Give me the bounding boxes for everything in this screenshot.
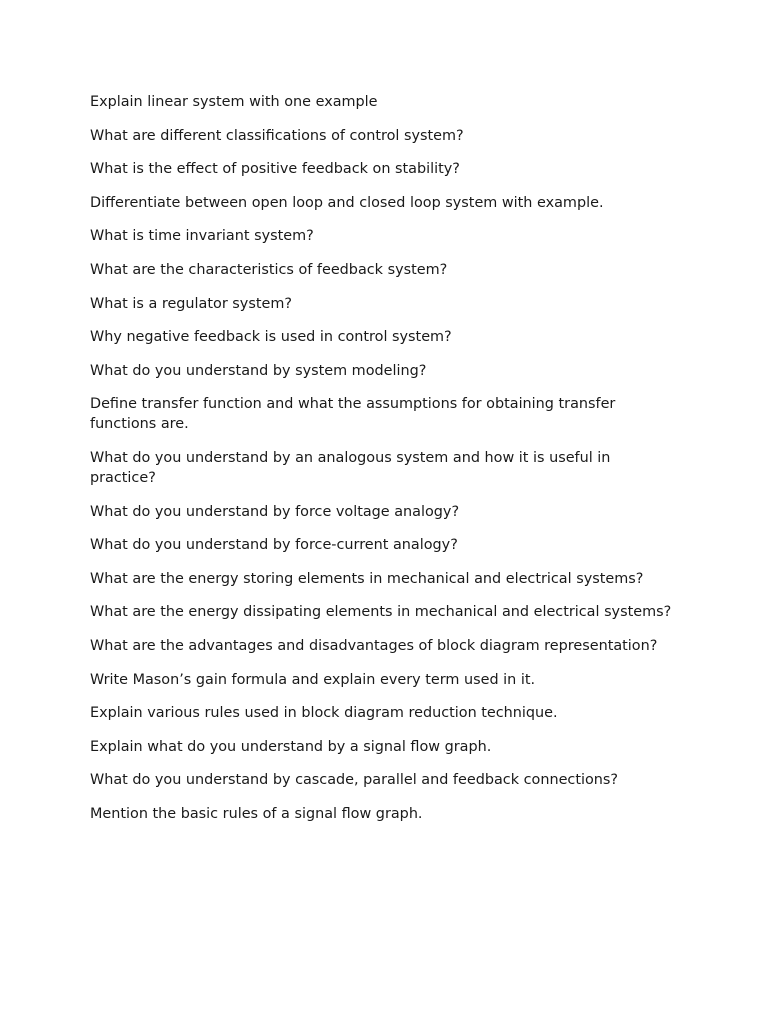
- question-item: Explain various rules used in block diagram reduction technique.: [90, 705, 558, 722]
- question-item: What are different classifications of control system?: [90, 127, 464, 144]
- question-item: What do you understand by an analogous system and how it is useful in practice?: [90, 449, 611, 486]
- question-item: What is a regulator system?: [90, 295, 292, 312]
- question-item: Explain what do you understand by a signal flow graph.: [90, 738, 492, 755]
- question-item: What do you understand by force-current analogy?: [90, 537, 458, 554]
- question-item: Why negative feedback is used in control system?: [90, 329, 452, 346]
- question-item: Mention the basic rules of a signal flow graph.: [90, 805, 423, 822]
- question-item: Define transfer function and what the assumptions for obtaining transfer functions are.: [90, 396, 616, 433]
- question-item: What do you understand by cascade, parallel and feedback connections?: [90, 772, 619, 789]
- question-item: What is the effect of positive feedback on stability?: [90, 161, 460, 178]
- question-item: Write Mason’s gain formula and explain every term used in it.: [90, 671, 536, 688]
- question-list: [90, 92, 680, 837]
- question-item: Differentiate between open loop and closed loop system with example.: [90, 194, 604, 211]
- question-item: What are the advantages and disadvantages of block diagram representation?: [90, 637, 658, 654]
- question-item: What are the characteristics of feedback system?: [90, 261, 448, 278]
- question-item: Explain linear system with one example: [90, 94, 378, 110]
- question-item: What do you understand by system modeling?: [90, 362, 427, 379]
- question-item: What are the energy dissipating elements in mechanical and electrical systems?: [90, 604, 672, 621]
- question-item: What are the energy storing elements in mechanical and electrical systems?: [90, 570, 644, 587]
- question-item: What is time invariant system?: [90, 228, 314, 245]
- question-item: What do you understand by force voltage analogy?: [90, 503, 460, 520]
